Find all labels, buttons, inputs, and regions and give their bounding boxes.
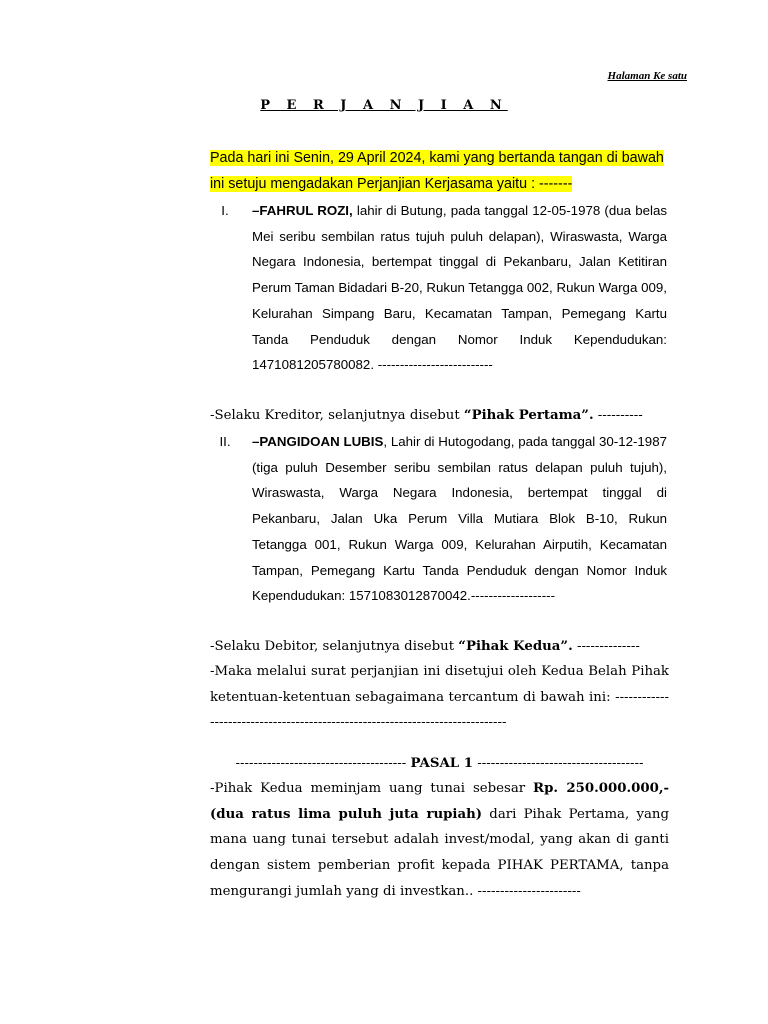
party-2-role-prefix: -Selaku Debitor, selanjutnya disebut bbox=[210, 639, 459, 654]
party-1-numeral: I. bbox=[221, 203, 229, 218]
party-1-details: lahir di Butung, pada tanggal 12-05-1978 (dua belas Mei seribu sembilan ratus tujuh puluh delapan), Wiraswasta, Warga Negara Indonesia, bertempat tinggal di Pekanbaru, Jalan Ketitiran Perum Taman Bidadari B-20, Rukun Tetangga 002, Rukun Warga 009, Kelurahan Simpang Baru, Kecamatan Tampan, Pemegang Kartu Tanda Penduduk dengan Nomor Induk Kependudukan: 1471081205780082. -------------------------- bbox=[252, 203, 667, 373]
pasal-1-dashes-right: ------------------------------------- bbox=[473, 756, 644, 771]
party-2-text bbox=[252, 429, 667, 609]
pasal-1-dashes-left: -------------------------------------- bbox=[235, 756, 411, 771]
party-2-details: , Lahir di Hutogodang, pada tanggal 30-12-1987 (tiga puluh Desember seribu sembilan ratus delapan puluh tujuh), Wiraswasta, Warga Negara Indonesia, bertempat tinggal di Pekanbaru, Jalan Uka Perum Villa Mutiara Blok B-10, Rukun Tetangga 001, Rukun Warga 009, Kelurahan Airputih, Kecamatan Tampan, Pemegang Kartu Tanda Penduduk dengan Nomor Induk Kependudukan: 1571083012870042.------------------- bbox=[252, 434, 667, 604]
opening-paragraph bbox=[210, 146, 669, 197]
party-2-role-suffix: -------------- bbox=[572, 639, 640, 654]
pasal-1-body bbox=[210, 776, 669, 905]
party-1-text bbox=[252, 198, 667, 378]
opening-text: Pada hari ini Senin, 29 April 2024, kami yang bertanda tangan di bawah ini setuju mengadakan Perjanjian Kerjasama yaitu : ------- bbox=[210, 150, 664, 192]
pasal-1-heading-row bbox=[210, 751, 669, 777]
pasal-1-heading: PASAL 1 bbox=[410, 756, 473, 771]
page-number-label: Halaman Ke satu bbox=[607, 70, 687, 82]
party-1-role bbox=[210, 403, 669, 429]
party-2-name: –PANGIDOAN LUBIS bbox=[252, 434, 384, 449]
party-1-role-suffix: ---------- bbox=[593, 408, 643, 423]
pasal-1-text-suffix: dari Pihak Pertama, yang mana uang tunai tersebut adalah invest/modal, yang akan di ganti dengan sistem pemberian profit kepada PIHAK PERTAMA, tanpa mengurangi jumlah yang di investkan.. ----------------------- bbox=[210, 806, 669, 899]
pasal-1-text-prefix: -Pihak Kedua meminjam uang tunai sebesar bbox=[210, 781, 534, 796]
party-1-name: –FAHRUL ROZI, bbox=[252, 203, 353, 218]
document-title: P E R J A N J I A N bbox=[260, 98, 508, 113]
party-1-role-prefix: -Selaku Kreditor, selanjutnya disebut bbox=[210, 408, 464, 423]
party-2-role bbox=[210, 634, 669, 660]
agreement-intro: -Maka melalui surat perjanjian ini disetujui oleh Kedua Belah Pihak ketentuan-ketentuan sebagaimana tercantum di bawah ini: ------------------------------------------------------------------------------ bbox=[210, 664, 669, 731]
pasal-1-amount-words: (dua ratus lima puluh juta rupiah) bbox=[210, 806, 483, 822]
party-2-numeral: II. bbox=[219, 434, 231, 449]
party-2-role-name: “Pihak Kedua”. bbox=[458, 639, 573, 654]
party-1-role-name: “Pihak Pertama”. bbox=[463, 408, 594, 423]
pasal-1-amount: Rp. 250.000.000,- bbox=[533, 781, 669, 796]
